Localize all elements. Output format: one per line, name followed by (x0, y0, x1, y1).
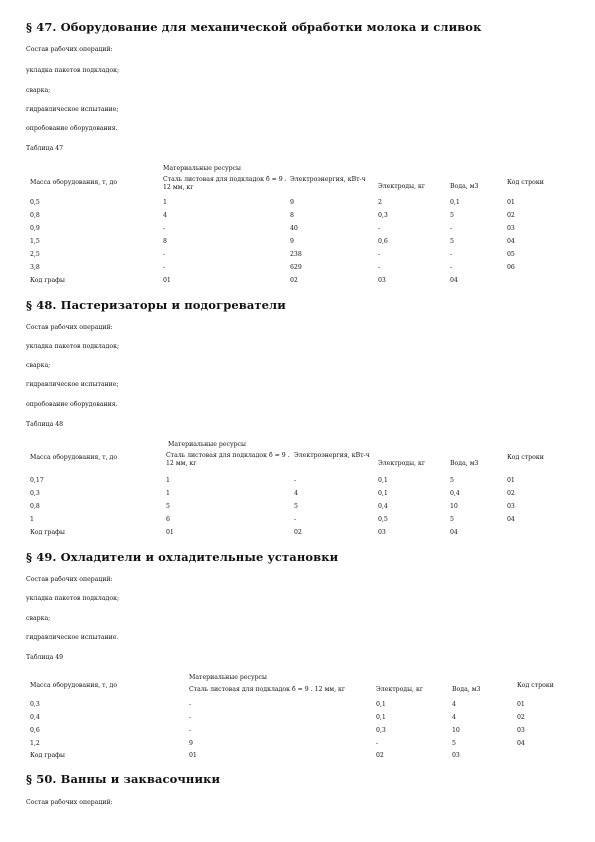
table-cell: 4 (452, 701, 456, 708)
table-group-header: Материальные ресурсы (163, 165, 241, 172)
table-cell: - (163, 251, 166, 258)
table-cell: - (294, 477, 297, 484)
table-cell: 5 (452, 740, 456, 747)
table-cell: 0,1 (378, 477, 388, 484)
column-header: Код строки (507, 454, 544, 461)
table-cell: 0,4 (450, 490, 460, 497)
table-cell: 5 (450, 212, 454, 219)
table-cell: 9 (290, 238, 294, 245)
section-48-op-3: гидравлическое испытание; (26, 381, 119, 388)
table-cell: 01 (517, 701, 525, 708)
table-cell: 4 (452, 714, 456, 721)
table-cell: - (450, 251, 453, 258)
column-header: Электроды, кг (378, 460, 426, 467)
table-cell: - (378, 264, 381, 271)
column-header: Вода, м3 (452, 686, 481, 693)
table-cell: 238 (290, 251, 302, 258)
table-cell: 01 (507, 477, 515, 484)
table-cell: 5 (294, 503, 298, 510)
table-cell: 04 (450, 277, 458, 284)
table-cell: 8 (163, 238, 167, 245)
table-cell: 9 (290, 199, 294, 206)
section-50-title: § 50. Ванны и заквасочники (26, 772, 221, 786)
table-cell: - (294, 516, 297, 523)
table-cell: 01 (166, 529, 174, 536)
table-cell: 2 (378, 199, 382, 206)
table-cell: 04 (507, 516, 515, 523)
table-cell: 0,3 (30, 701, 40, 708)
table-cell: 0,6 (30, 727, 40, 734)
table-cell: 04 (517, 740, 525, 747)
table-cell: 1 (163, 199, 167, 206)
column-header: Электроэнергия, кВт-ч (290, 176, 366, 183)
table-cell: 0,9 (30, 225, 40, 232)
table-cell: 05 (507, 251, 515, 258)
table-cell: 01 (189, 752, 197, 759)
table-cell: 0,3 (378, 212, 388, 219)
table-cell: 03 (507, 503, 515, 510)
table-cell: Код графы (30, 277, 65, 284)
table-cell: 02 (294, 529, 302, 536)
column-header: Код строки (507, 179, 544, 186)
table-cell: 10 (452, 727, 460, 734)
table-cell: - (189, 727, 192, 734)
column-header: Масса оборудования, т, до (30, 682, 118, 689)
section-47-op-4: опробование оборудования. (26, 125, 118, 132)
table-cell: 02 (507, 490, 515, 497)
table-cell: 0,8 (30, 503, 40, 510)
table-cell: 0,1 (450, 199, 460, 206)
column-header: Сталь листовая для подкладок б = 9 . 12 мм, кг (189, 686, 346, 693)
table-cell: 03 (517, 727, 525, 734)
table-cell: 1,2 (30, 740, 40, 747)
section-49-op-1: укладка пакетов подкладок; (26, 595, 120, 602)
table-cell: - (163, 264, 166, 271)
column-header: Вода, м3 (450, 460, 479, 467)
section-49-op-3: гидравлическое испытание. (26, 634, 119, 641)
column-header: Вода, м3 (450, 183, 479, 190)
table-cell: 0,4 (30, 714, 40, 721)
table-cell: 06 (507, 264, 515, 271)
table-cell: 5 (166, 503, 170, 510)
column-header: Масса оборудования, т, до (30, 179, 118, 186)
table-cell: 0,3 (376, 727, 386, 734)
column-header: Код строки (517, 682, 554, 689)
table-cell: 5 (450, 477, 454, 484)
column-header: Сталь листовая для подкладок б = 9 . 12 мм, кг (163, 176, 287, 191)
column-header: Электроды, кг (376, 686, 424, 693)
table-cell: 03 (378, 277, 386, 284)
section-48-ops-label: Состав рабочих операций: (26, 324, 113, 331)
table-cell: 0,1 (378, 490, 388, 497)
table-cell: 2,5 (30, 251, 40, 258)
section-47-ops-label: Состав рабочих операций: (26, 46, 113, 53)
section-49-title: § 49. Охладители и охладительные установки (26, 550, 339, 564)
table-cell: 0,4 (378, 503, 388, 510)
table-cell: 01 (163, 277, 171, 284)
table-cell: 0,6 (378, 238, 388, 245)
table-cell: 5 (450, 238, 454, 245)
table-cell: - (378, 225, 381, 232)
table-cell: - (376, 740, 379, 747)
table-cell: - (378, 251, 381, 258)
section-47-op-1: укладка пакетов подкладок; (26, 67, 120, 74)
table-cell: 6 (166, 516, 170, 523)
table-cell: 0,17 (30, 477, 44, 484)
table-cell: 04 (450, 529, 458, 536)
column-header: Электроэнергия, кВт-ч (294, 452, 370, 459)
table-cell: 629 (290, 264, 302, 271)
table-cell: 1 (30, 516, 34, 523)
table-cell: - (450, 225, 453, 232)
section-47-op-2: сварка; (26, 87, 51, 94)
table-group-header: Материальные ресурсы (189, 674, 267, 681)
section-47-title: § 47. Оборудование для механической обработки молока и сливок (26, 20, 482, 34)
table-cell: - (189, 714, 192, 721)
table-47-label: Таблица 47 (26, 145, 64, 152)
section-48-op-1: укладка пакетов подкладок; (26, 343, 120, 350)
table-cell: 0,8 (30, 212, 40, 219)
table-cell: 0,5 (30, 199, 40, 206)
table-cell: 0,1 (376, 714, 386, 721)
section-50-ops-label: Состав рабочих операций: (26, 799, 113, 806)
table-cell: 03 (452, 752, 460, 759)
table-cell: 02 (290, 277, 298, 284)
column-header: Электроды, кг (378, 183, 426, 190)
table-cell: Код графы (30, 529, 65, 536)
table-group-header: Материальные ресурсы (168, 441, 246, 448)
table-cell: 1 (166, 490, 170, 497)
table-cell: 3,8 (30, 264, 40, 271)
table-cell: 8 (290, 212, 294, 219)
table-cell: 01 (507, 199, 515, 206)
section-48-op-4: опробование оборудования. (26, 401, 118, 408)
table-cell: Код графы (30, 752, 65, 759)
table-cell: 0,3 (30, 490, 40, 497)
table-cell: 10 (450, 503, 458, 510)
table-cell: 02 (376, 752, 384, 759)
section-47-op-3: гидравлическое испытание; (26, 106, 119, 113)
table-cell: 4 (163, 212, 167, 219)
table-cell: - (163, 225, 166, 232)
section-48-op-2: сварка; (26, 362, 51, 369)
table-cell: 0,5 (378, 516, 388, 523)
table-cell: 9 (189, 740, 193, 747)
table-cell: 0,1 (376, 701, 386, 708)
table-cell: 4 (294, 490, 298, 497)
table-cell: 1,5 (30, 238, 40, 245)
table-cell: - (450, 264, 453, 271)
table-cell: 03 (378, 529, 386, 536)
table-cell: 03 (507, 225, 515, 232)
table-cell: 04 (507, 238, 515, 245)
column-header: Сталь листовая для подкладок б = 9 . 12 мм, кг (166, 452, 290, 467)
section-48-title: § 48. Пастеризаторы и подогреватели (26, 298, 286, 312)
section-49-ops-label: Состав рабочих операций: (26, 576, 113, 583)
table-48-label: Таблица 48 (26, 421, 64, 428)
table-cell: - (189, 701, 192, 708)
table-cell: 1 (166, 477, 170, 484)
table-cell: 02 (507, 212, 515, 219)
table-cell: 40 (290, 225, 298, 232)
table-49-label: Таблица 49 (26, 654, 64, 661)
section-49-op-2: сварка; (26, 615, 51, 622)
table-cell: 5 (450, 516, 454, 523)
table-cell: 02 (517, 714, 525, 721)
column-header: Масса оборудования, т, до (30, 454, 118, 461)
